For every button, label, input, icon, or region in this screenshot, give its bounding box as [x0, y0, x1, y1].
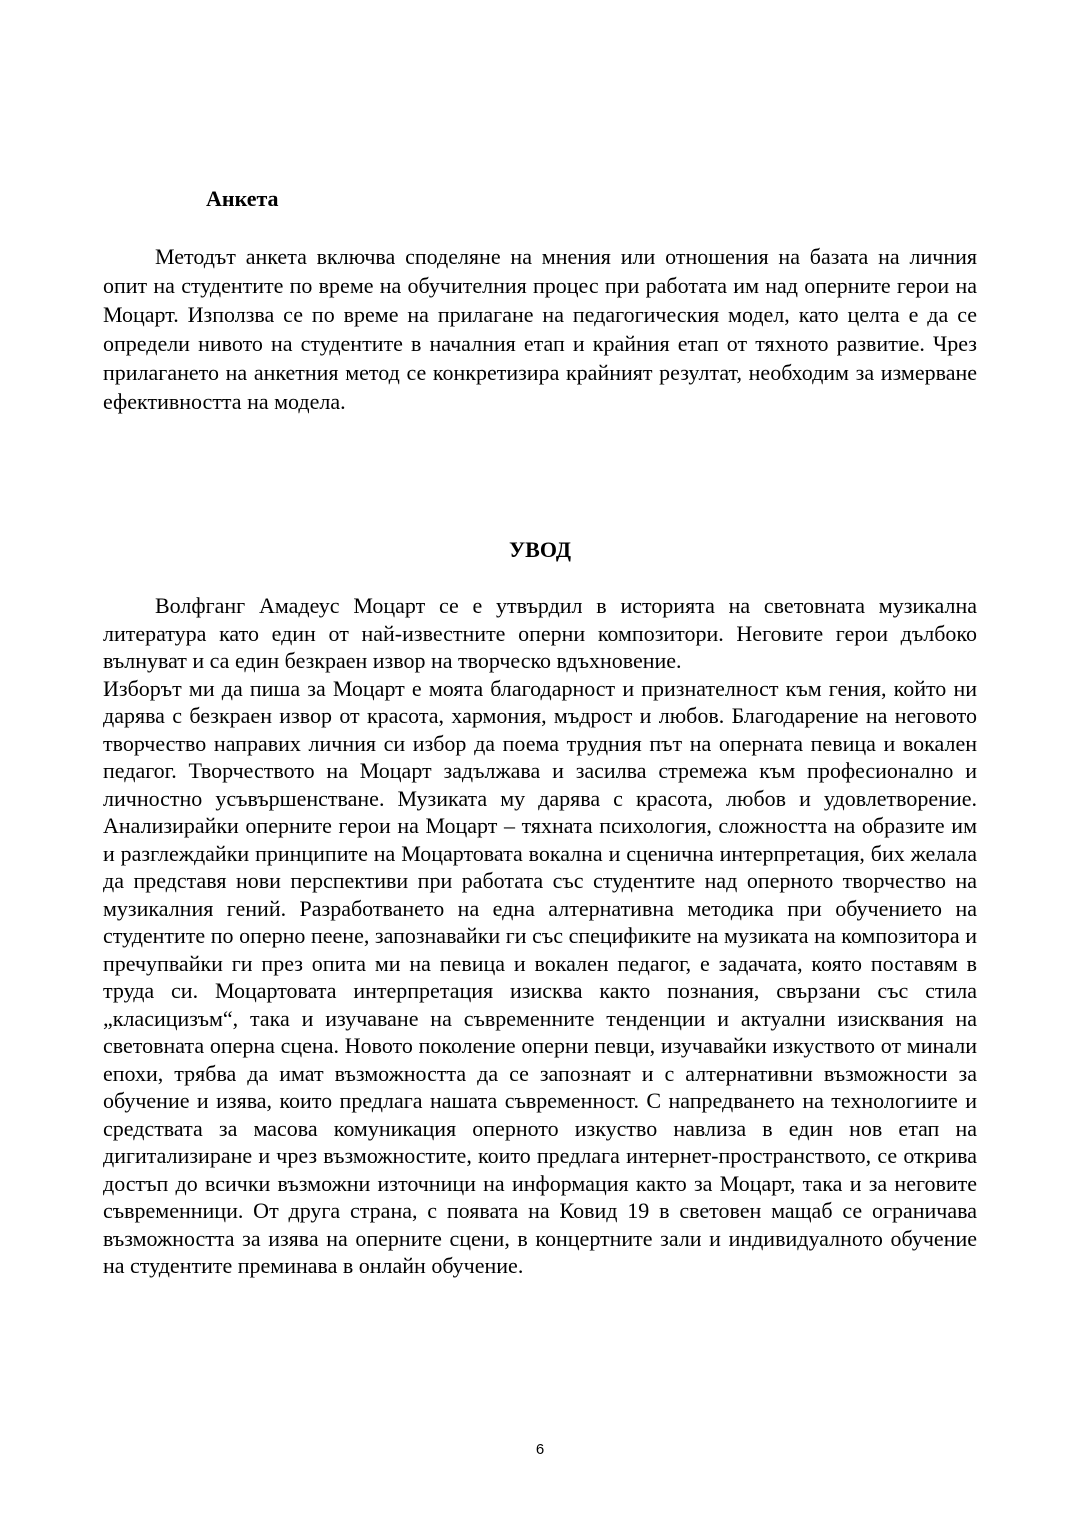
uvod-paragraph-2: Изборът ми да пиша за Моцарт е моята благодарност и признателност към гения, който ни дарява с безкраен извор от красота, хармония, мъдрост и любов. Благодарение на неговото творчество направих личния си избор да поема трудния път на оперната певица и вокален педагог. Творчеството на Моцарт задължава и засилва стремежа към професионално и личностно усъвършенстване. Музиката му дарява с красота, любов и удовлетворение. Анализирайки оперните герои на Моцарт – тяхната психология, сложността на образите им и разглеждайки принципите на Моцартовата вокална и сценична интерпретация, бих желала да представя нови перспективи при работата със студентите над оперното творчество на музикалния гений. Разработването на една алтернативна методика при обучението на студентите по оперно пеене, запознавайки ги със спецификите на музиката на композитора и пречупвайки ги през опита ми на певица и вокален педагог, е задачата, която поставям в труда си. Моцартовата интерпретация изисква както познания, свързани със стила „класицизъм“, така и изучаване на съвременните тенденции и актуални изисквания на световната оперна сцена. Новото поколение оперни певци, изучавайки изкуството от минали епохи, трябва да имат възможността да се запознаят и с алтернативни възможности за обучение и изява, които предлага нашата съвременност. С напредването на технологиите и средствата за масова комуникация оперното изкуство навлиза в един нов етап на дигитализиране и чрез възможностите, които предлага интернет-пространството, се открива достъп до всички възможни източници на информация както за Моцарт, така и за неговите съвременници. От друга страна, с появата на Ковид 19 в световен мащаб се ограничава възможността за изява на оперните сцени, в концертните зали и индивидуалното обучение на студентите преминава в онлайн обучение. — [103, 675, 977, 1278]
section-heading-uvod: УВОД — [509, 537, 571, 562]
section-heading-anketa: Анкета — [206, 186, 279, 211]
page-number: 6 — [535, 1441, 545, 1458]
uvod-body — [103, 592, 977, 1280]
anketa-paragraph: Методът анкета включва споделяне на мнения или отношения на базата на личния опит на студентите по време на обучителния процес при работата им над оперните герои на Моцарт. Използва се по време на прилагане на педагогическия модел, като целта е да се определи нивото на студентите в началния етап и крайния етап от тяхното развитие. Чрез прилагането на анкетния метод се конкретизира крайният резултат, необходим за измерване ефективността на модела. — [103, 244, 977, 414]
uvod-paragraph-1: Волфганг Амадеус Моцарт се е утвърдил в историята на световната музикална литература като един от най-известните оперни композитори. Неговите герои дълбоко вълнуват и са един безкраен извор на творческо вдъхновение. — [103, 593, 977, 673]
